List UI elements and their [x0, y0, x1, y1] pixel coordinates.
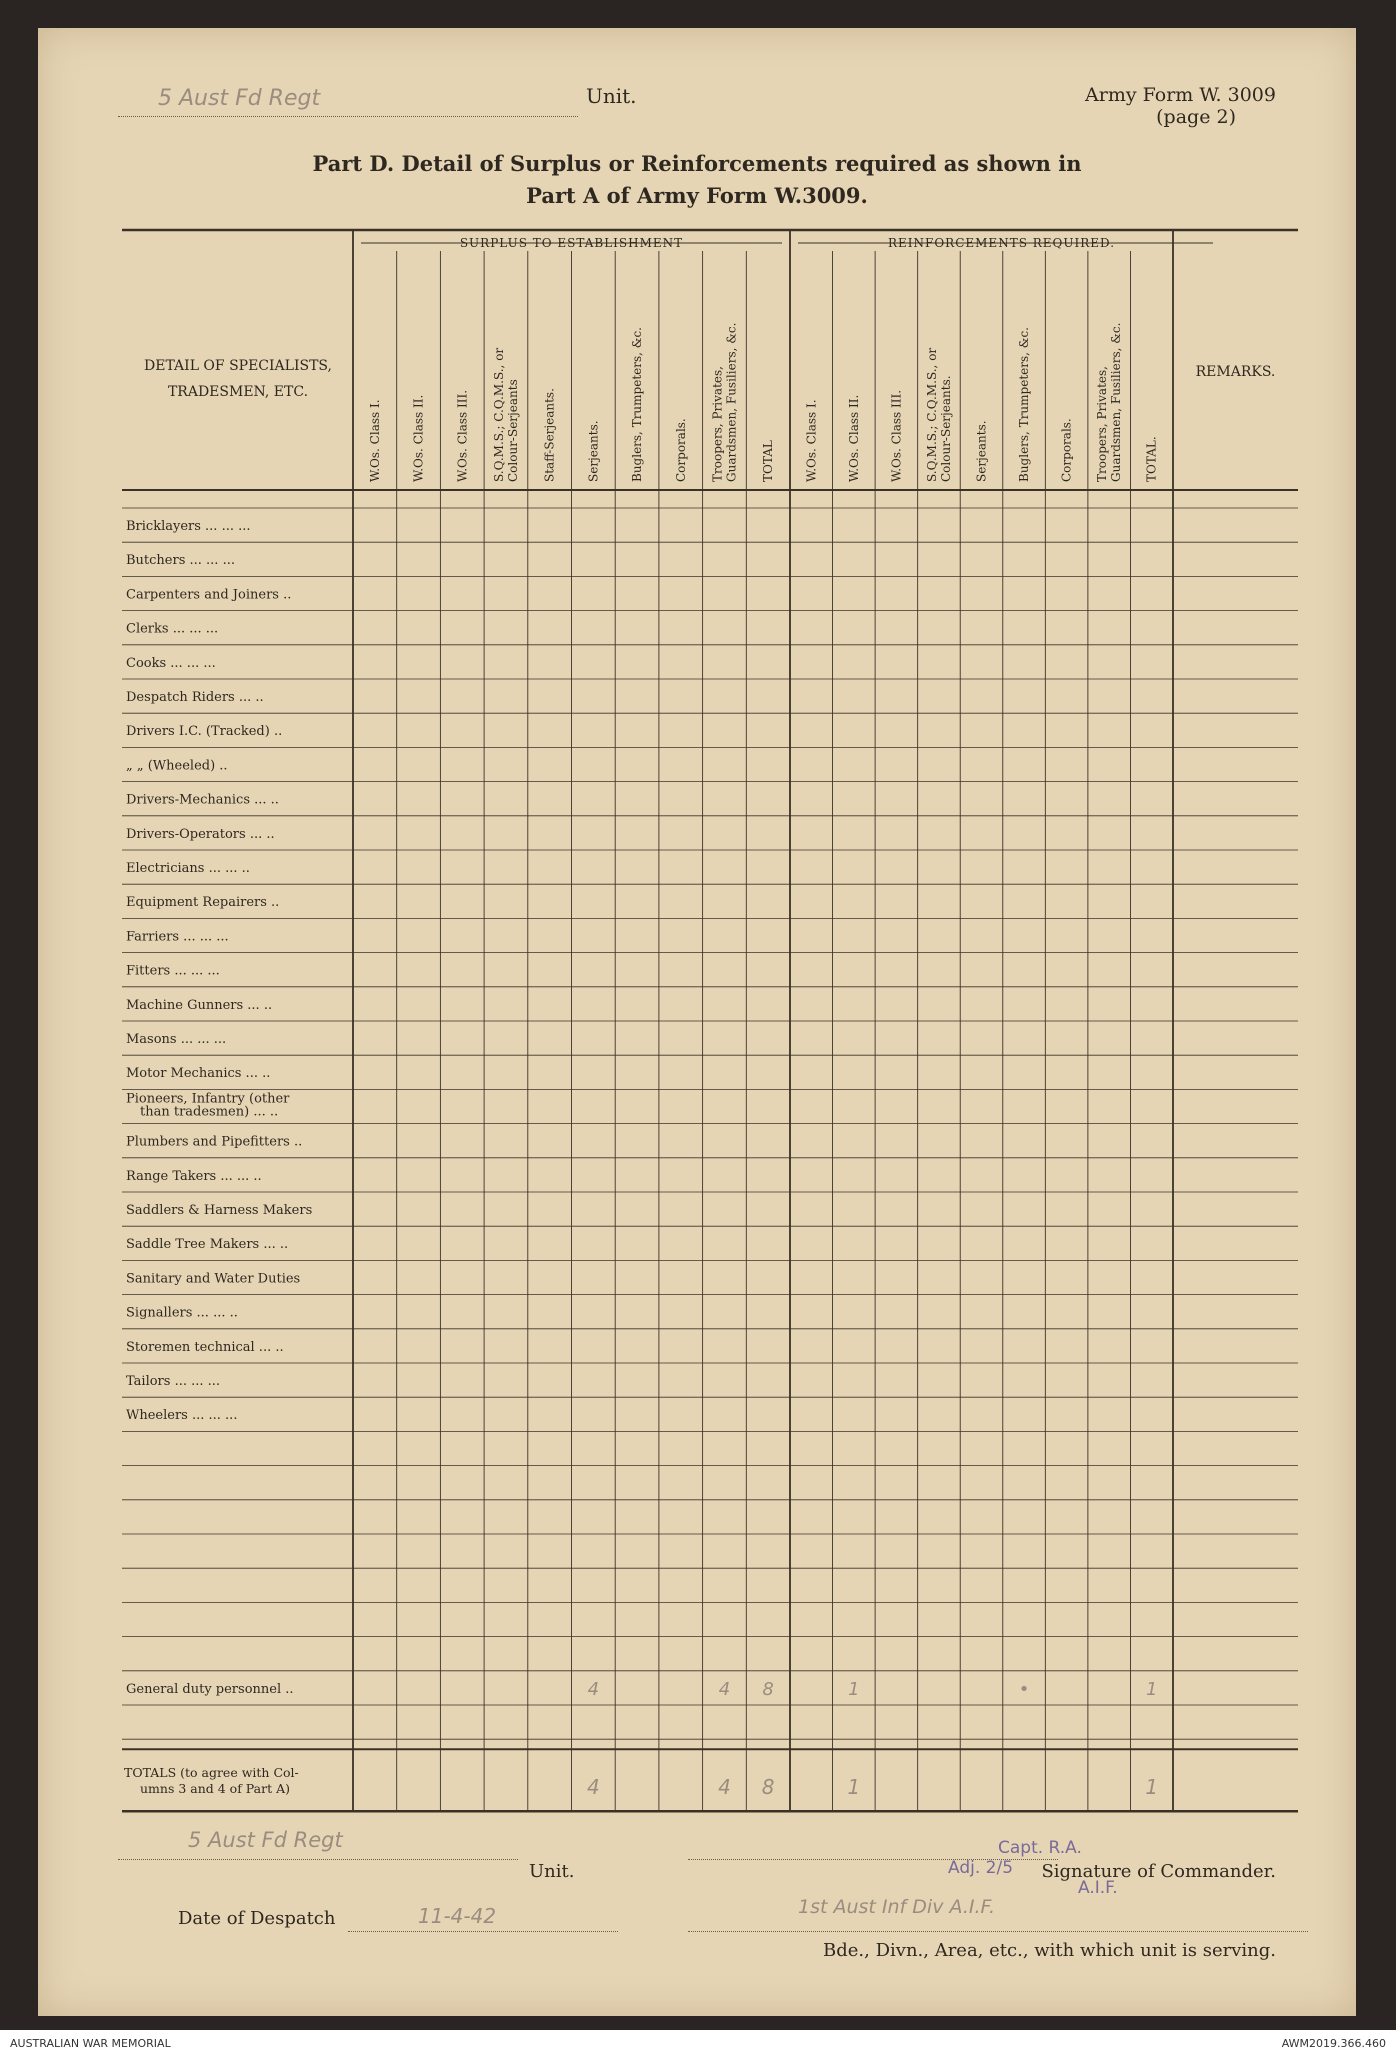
- column-header: Colour-Serjeants: [505, 379, 520, 482]
- row-label: Saddlers & Harness Makers: [126, 1203, 313, 1218]
- row-value: •: [1018, 1678, 1030, 1700]
- title-line-1: Part D. Detail of Surplus or Reinforcements required as shown in: [312, 151, 1082, 176]
- row-label: „ „ (Wheeled) ..: [126, 758, 228, 774]
- column-header: Buglers, Trumpeters, &c.: [1017, 327, 1032, 482]
- surplus-header: SURPLUS TO ESTABLISHMENT: [459, 236, 684, 250]
- column-header: Corporals.: [673, 418, 688, 482]
- row-label: Wheelers ... ... ...: [126, 1408, 238, 1424]
- bde-handwriting: 1st Aust Inf Div A.I.F.: [798, 1896, 996, 1918]
- footer-unit-line: [118, 1858, 518, 1860]
- date-line: [348, 1930, 618, 1932]
- row-label: Electricians ... ... ..: [126, 861, 250, 876]
- row-value: 1: [1145, 1678, 1158, 1700]
- archive-credit: AUSTRALIAN WAR MEMORIAL: [10, 2037, 171, 2050]
- totals-label-line-1: TOTALS (to agree with Col-: [124, 1765, 299, 1781]
- row-label: Despatch Riders ... ..: [126, 690, 264, 705]
- row-label: Equipment Repairers ..: [126, 895, 280, 911]
- row-value: 1: [848, 1678, 860, 1700]
- footer-unit-label: Unit.: [529, 1861, 575, 1882]
- stamp-line-3: A.I.F.: [1078, 1878, 1118, 1898]
- row-label: Fitters ... ... ...: [126, 963, 220, 979]
- column-header: S.Q.M.S.; C.Q.M.S., or: [491, 347, 506, 482]
- footer-unit-handwriting: 5 Aust Fd Regt: [188, 1828, 343, 1852]
- totals-value: 1: [847, 1775, 861, 1800]
- row-label-continued: than tradesmen) ... ..: [140, 1104, 279, 1120]
- column-header: Troopers, Privates,: [1095, 366, 1110, 482]
- bde-line: [688, 1930, 1308, 1932]
- column-header: Buglers, Trumpeters, &c.: [630, 327, 645, 482]
- bde-label: Bde., Divn., Area, etc., with which unit is serving.: [823, 1940, 1276, 1961]
- row-label: Clerks ... ... ...: [126, 621, 219, 637]
- row-label: Range Takers ... ... ..: [126, 1168, 262, 1184]
- row-label: Drivers-Mechanics ... ..: [126, 792, 279, 808]
- header-unit-label: Unit.: [586, 84, 637, 108]
- column-header: W.Os. Class II.: [411, 394, 426, 482]
- row-label: Drivers-Operators ... ..: [126, 826, 275, 842]
- archive-id: AWM2019.366.460: [1281, 2037, 1386, 2050]
- column-header: Colour-Serjeants.: [938, 375, 953, 482]
- row-label: Plumbers and Pipefitters ..: [126, 1134, 303, 1150]
- date-handwriting: 11-4-42: [418, 1904, 497, 1928]
- row-label: Farriers ... ... ...: [126, 929, 229, 945]
- column-header: Serjeants.: [974, 420, 989, 482]
- column-header: TOTAL.: [1144, 436, 1159, 482]
- header-unit-handwriting: 5 Aust Fd Regt: [158, 86, 321, 111]
- totals-value: 1: [1145, 1775, 1159, 1800]
- row-value: 4: [718, 1678, 731, 1700]
- column-header: S.Q.M.S.; C.Q.M.S., or: [924, 347, 939, 482]
- row-label: Machine Gunners ... ..: [126, 997, 273, 1013]
- form-page: (page 2): [1156, 106, 1236, 128]
- personnel-table: [38, 28, 1356, 2016]
- totals-value: 4: [586, 1775, 600, 1800]
- column-header: Troopers, Privates,: [710, 366, 725, 482]
- row-label: Saddle Tree Makers ... ..: [126, 1237, 289, 1253]
- form-page: [38, 28, 1356, 2016]
- row-label: Pioneers, Infantry (other: [126, 1091, 290, 1107]
- column-header: W.Os. Class III.: [889, 389, 904, 482]
- remarks-header: REMARKS.: [1195, 364, 1276, 380]
- row-label: Carpenters and Joiners ..: [126, 587, 292, 603]
- signature-label: Signature of Commander.: [1041, 1861, 1276, 1882]
- row-label: Signallers ... ... ..: [126, 1305, 238, 1321]
- date-of-despatch-label: Date of Despatch: [178, 1908, 336, 1929]
- column-header: W.Os. Class II.: [846, 394, 861, 482]
- row-label: Sanitary and Water Duties: [126, 1271, 301, 1287]
- column-header: W.Os. Class III.: [455, 389, 470, 482]
- column-header: Staff-Serjeants.: [542, 388, 557, 482]
- column-header: W.Os. Class I.: [804, 399, 819, 482]
- title-line-2: Part A of Army Form W.3009.: [526, 183, 868, 208]
- totals-label-line-2: umns 3 and 4 of Part A): [140, 1781, 290, 1797]
- row-value: 8: [762, 1678, 774, 1700]
- column-header: W.Os. Class I.: [367, 399, 382, 482]
- row-label: Cooks ... ... ...: [126, 655, 216, 671]
- row-label: Butchers ... ... ...: [126, 553, 235, 569]
- totals-value: 4: [718, 1775, 731, 1800]
- form-name: Army Form W. 3009: [1085, 84, 1276, 106]
- detail-header-line-1: DETAIL OF SPECIALISTS,: [144, 358, 332, 374]
- totals-value: 8: [761, 1775, 775, 1800]
- detail-header-line-2: TRADESMEN, ETC.: [167, 384, 309, 400]
- row-label: Drivers I.C. (Tracked) ..: [126, 724, 283, 740]
- column-header: Guardsmen, Fusiliers, &c.: [1109, 322, 1124, 482]
- column-header: Guardsmen, Fusiliers, &c.: [724, 322, 739, 482]
- column-header: Serjeants.: [586, 420, 601, 482]
- stamp-line-1: Capt. R.A.: [998, 1838, 1082, 1858]
- archive-footer: [0, 2030, 1396, 2061]
- column-header: TOTAL: [761, 440, 776, 482]
- row-label: Motor Mechanics ... ..: [126, 1066, 271, 1082]
- row-label: Storemen technical ... ..: [126, 1339, 284, 1355]
- stamp-line-2: Adj. 2/5: [948, 1858, 1014, 1878]
- adjutant-stamp: [908, 1838, 1118, 1898]
- row-label: Masons ... ... ...: [126, 1032, 227, 1047]
- row-value: 4: [587, 1678, 600, 1700]
- column-header: Corporals.: [1059, 418, 1074, 482]
- row-label: Tailors ... ... ...: [126, 1374, 221, 1389]
- reinforcements-header: REINFORCEMENTS REQUIRED.: [887, 236, 1116, 250]
- row-label: General duty personnel ..: [126, 1681, 294, 1697]
- row-label: Bricklayers ... ... ...: [126, 519, 251, 534]
